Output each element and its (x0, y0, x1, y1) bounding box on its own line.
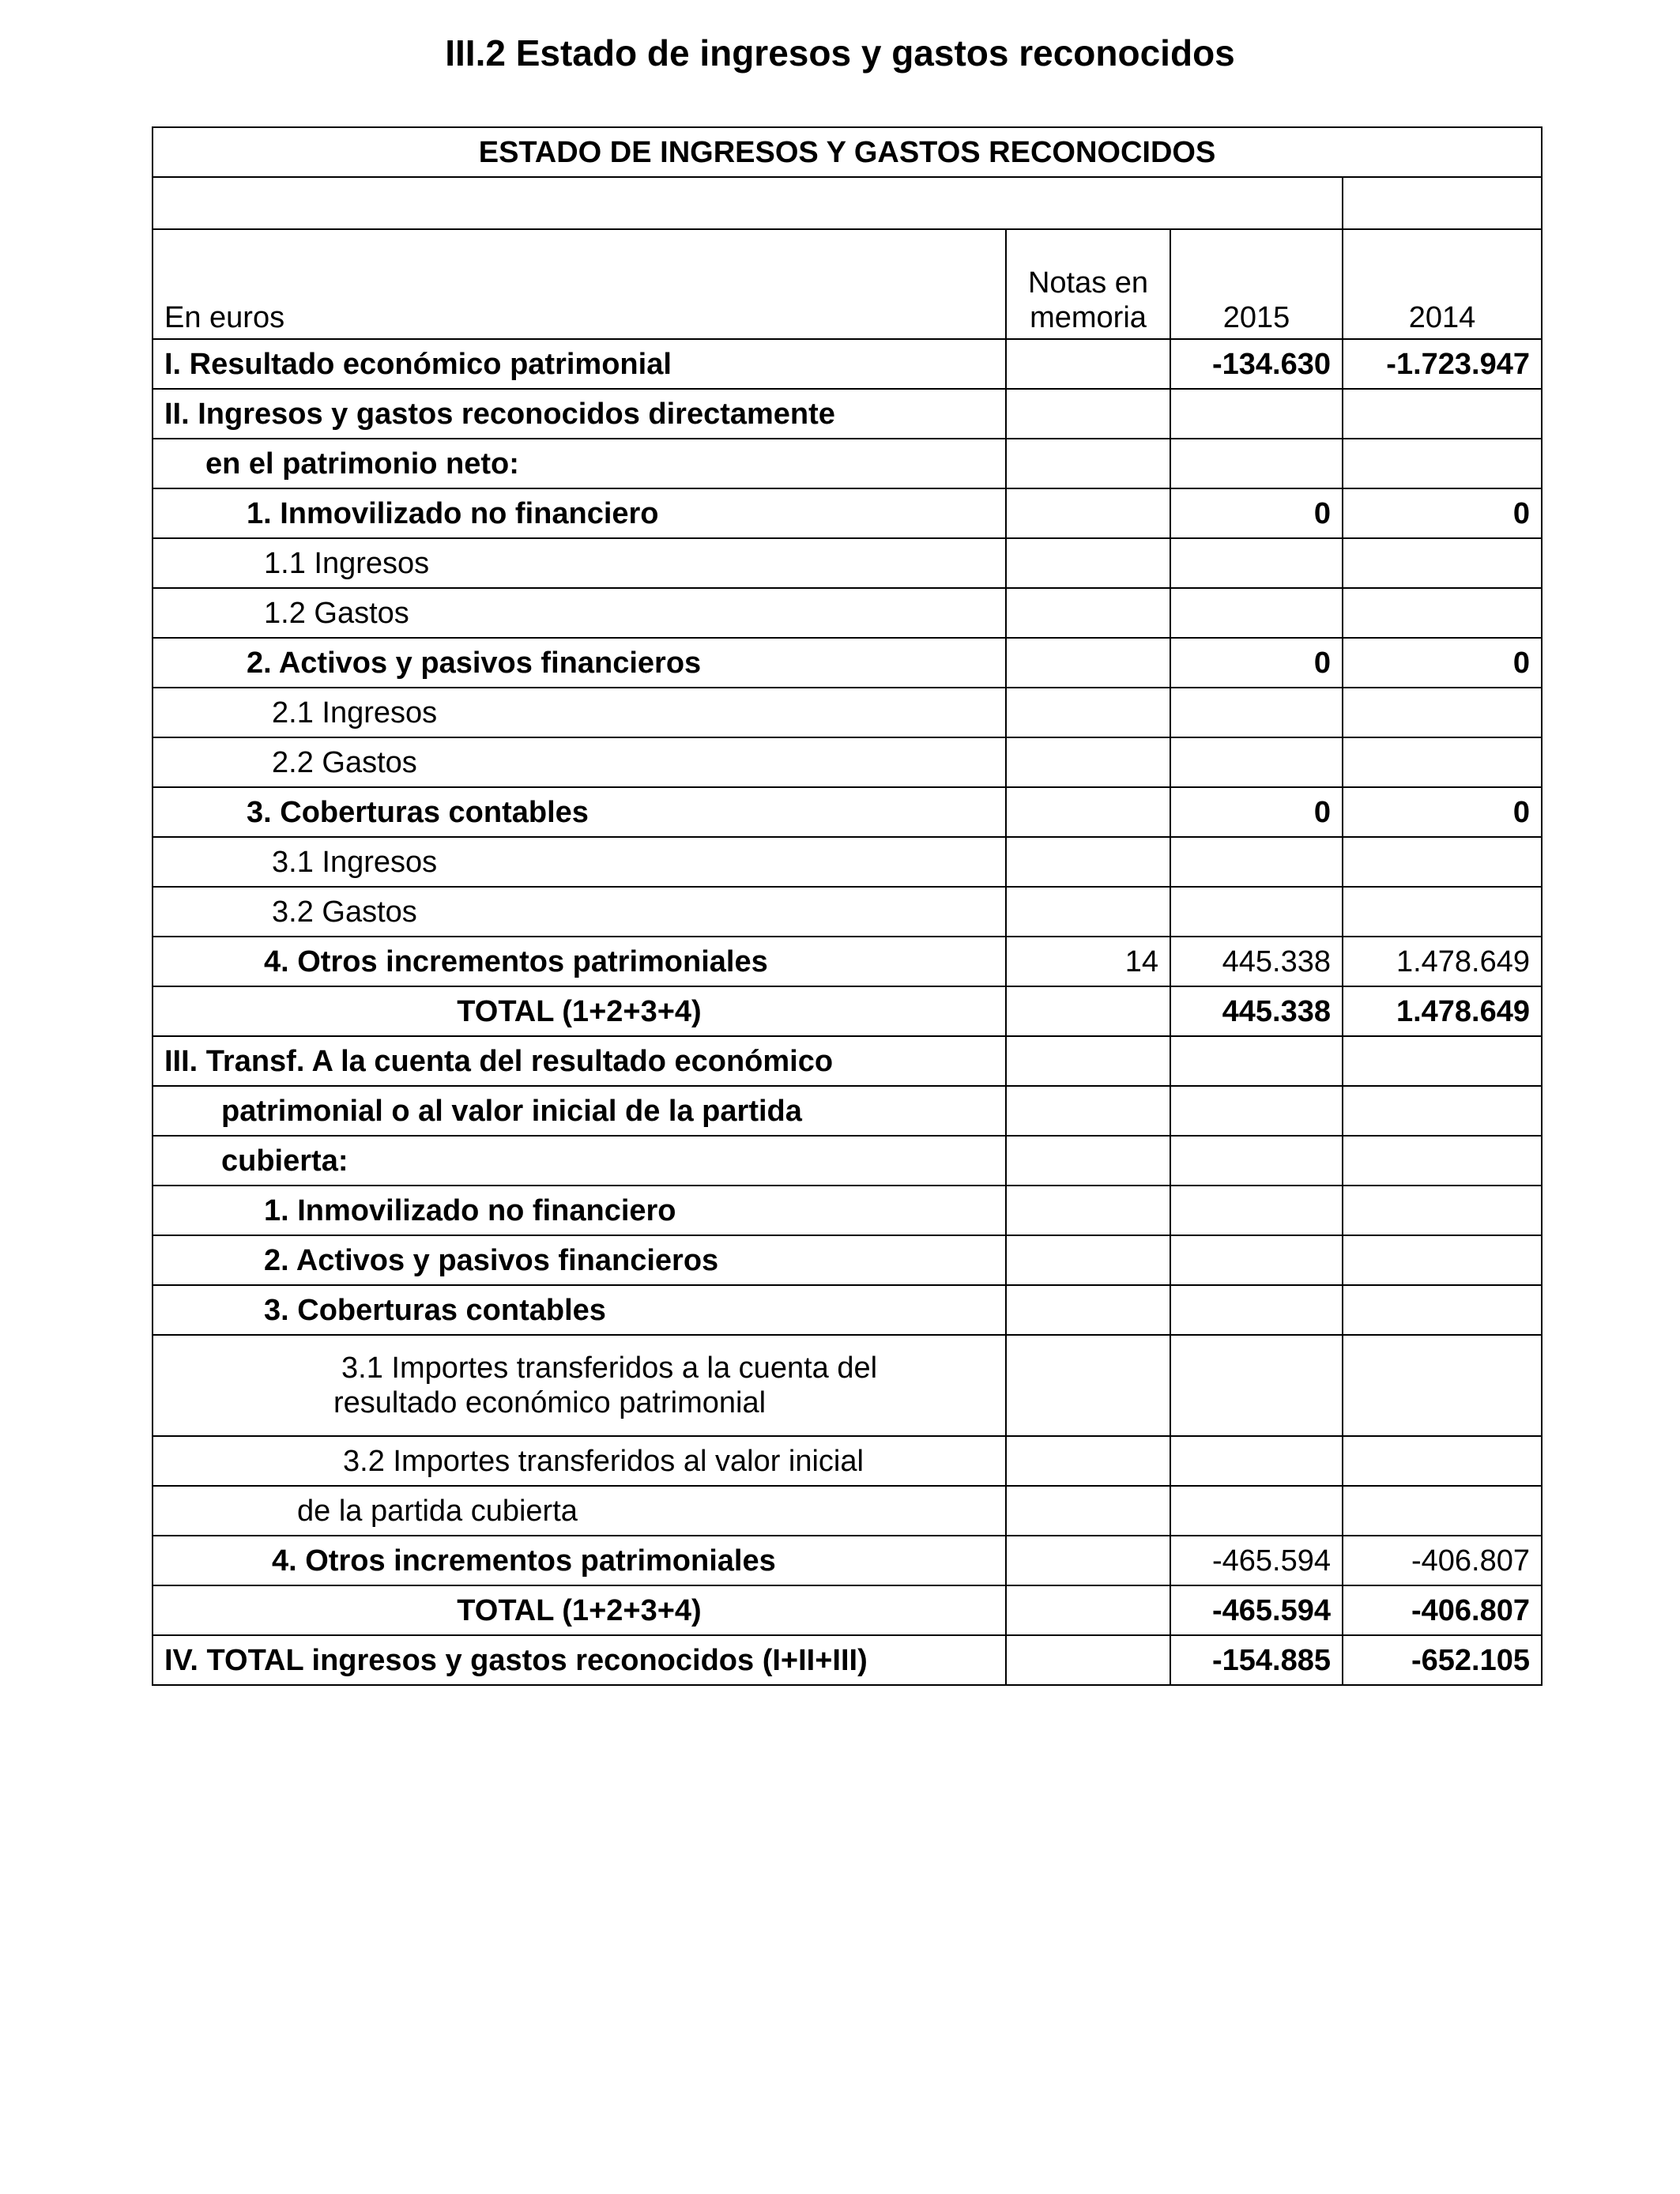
row-label: 1. Inmovilizado no financiero (153, 1186, 1006, 1235)
row-value-2014 (1343, 1285, 1542, 1335)
row-notes (1006, 1585, 1170, 1635)
row-label: 3. Coberturas contables (153, 787, 1006, 837)
header-year-2015: 2015 (1170, 229, 1343, 339)
row-notes (1006, 1536, 1170, 1585)
row-value-2014 (1343, 389, 1542, 439)
header-year-2014: 2014 (1343, 229, 1542, 339)
table-row (153, 688, 1542, 737)
row-value-2015 (1170, 1086, 1343, 1136)
table-row (153, 1585, 1542, 1635)
row-notes (1006, 439, 1170, 488)
row-value-2014 (1343, 588, 1542, 638)
row-value-2015 (1170, 887, 1343, 937)
row-value-2014: -652.105 (1343, 1635, 1542, 1685)
row-label: cubierta: (153, 1136, 1006, 1186)
row-notes (1006, 887, 1170, 937)
spacer-cell (1343, 177, 1542, 229)
row-value-2015: 0 (1170, 787, 1343, 837)
row-value-2015 (1170, 1186, 1343, 1235)
row-value-2015 (1170, 1335, 1343, 1436)
row-label-line2: resultado económico patrimonial (333, 1386, 767, 1419)
row-value-2014: 1.478.649 (1343, 937, 1542, 986)
row-value-2014 (1343, 1136, 1542, 1186)
row-value-2015 (1170, 1235, 1343, 1285)
row-label: 2. Activos y pasivos financieros (153, 638, 1006, 688)
table-row (153, 1436, 1542, 1486)
statement-table (152, 126, 1543, 1686)
row-label: 1.2 Gastos (153, 588, 1006, 638)
row-notes (1006, 1285, 1170, 1335)
row-notes (1006, 588, 1170, 638)
table-banner: ESTADO DE INGRESOS Y GASTOS RECONOCIDOS (153, 127, 1542, 177)
row-label: 3. Coberturas contables (153, 1285, 1006, 1335)
row-notes (1006, 837, 1170, 887)
table-row (153, 1486, 1542, 1536)
row-label: 2.2 Gastos (153, 737, 1006, 787)
row-notes (1006, 638, 1170, 688)
banner-row (153, 127, 1542, 177)
table-row (153, 1335, 1542, 1436)
row-notes (1006, 339, 1170, 389)
row-label: IV. TOTAL ingresos y gastos reconocidos (I+II+III) (153, 1635, 1006, 1685)
row-value-2014 (1343, 1436, 1542, 1486)
page-title: III.2 Estado de ingresos y gastos reconocidos (445, 32, 1235, 74)
row-notes (1006, 986, 1170, 1036)
row-value-2015: 0 (1170, 638, 1343, 688)
row-notes (1006, 1635, 1170, 1685)
row-notes (1006, 1235, 1170, 1285)
row-value-2014 (1343, 538, 1542, 588)
header-concept: En euros (153, 229, 1006, 339)
row-notes (1006, 1136, 1170, 1186)
row-notes (1006, 737, 1170, 787)
header-notes-line2: memoria (1030, 301, 1147, 334)
row-value-2015 (1170, 439, 1343, 488)
spacer-row (153, 177, 1542, 229)
table-row (153, 1235, 1542, 1285)
row-value-2014 (1343, 837, 1542, 887)
table-row (153, 1285, 1542, 1335)
row-label: TOTAL (1+2+3+4) (153, 986, 1006, 1036)
row-label: 4. Otros incrementos patrimoniales (153, 937, 1006, 986)
row-value-2015 (1170, 389, 1343, 439)
row-label: 1.1 Ingresos (153, 538, 1006, 588)
row-label: patrimonial o al valor inicial de la partida (153, 1086, 1006, 1136)
spacer-cell (153, 177, 1343, 229)
row-value-2014: 0 (1343, 488, 1542, 538)
row-value-2015: 445.338 (1170, 937, 1343, 986)
row-notes (1006, 787, 1170, 837)
row-value-2015 (1170, 737, 1343, 787)
row-value-2014 (1343, 688, 1542, 737)
table-row (153, 1536, 1542, 1585)
table-row (153, 887, 1542, 937)
row-value-2014 (1343, 887, 1542, 937)
row-value-2014: -1.723.947 (1343, 339, 1542, 389)
table-row (153, 837, 1542, 887)
row-label: TOTAL (1+2+3+4) (153, 1585, 1006, 1635)
row-label (153, 1335, 1006, 1436)
table-row (153, 588, 1542, 638)
table-row (153, 638, 1542, 688)
row-value-2015: -465.594 (1170, 1536, 1343, 1585)
row-value-2015: -134.630 (1170, 339, 1343, 389)
header-row (153, 229, 1542, 339)
row-value-2015: 445.338 (1170, 986, 1343, 1036)
row-label: 3.1 Ingresos (153, 837, 1006, 887)
row-notes (1006, 1086, 1170, 1136)
table-row (153, 787, 1542, 837)
row-notes (1006, 1436, 1170, 1486)
row-notes (1006, 688, 1170, 737)
row-label: II. Ingresos y gastos reconocidos directamente (153, 389, 1006, 439)
row-value-2015 (1170, 688, 1343, 737)
row-value-2014 (1343, 1486, 1542, 1536)
row-notes (1006, 1186, 1170, 1235)
row-value-2014 (1343, 1186, 1542, 1235)
table-row (153, 488, 1542, 538)
row-label: 4. Otros incrementos patrimoniales (153, 1536, 1006, 1585)
row-value-2015: 0 (1170, 488, 1343, 538)
row-value-2014: 0 (1343, 787, 1542, 837)
row-notes (1006, 1036, 1170, 1086)
row-notes (1006, 488, 1170, 538)
table-row (153, 389, 1542, 439)
table-row (153, 937, 1542, 986)
row-label: 3.2 Gastos (153, 887, 1006, 937)
row-label: 3.2 Importes transferidos al valor inicial (153, 1436, 1006, 1486)
row-value-2014 (1343, 1036, 1542, 1086)
row-value-2015 (1170, 1285, 1343, 1335)
table-row (153, 1036, 1542, 1086)
table-row (153, 737, 1542, 787)
table-row (153, 1635, 1542, 1685)
row-label: III. Transf. A la cuenta del resultado económico (153, 1036, 1006, 1086)
row-value-2014: 0 (1343, 638, 1542, 688)
row-value-2015 (1170, 1136, 1343, 1186)
row-value-2014: 1.478.649 (1343, 986, 1542, 1036)
row-label: de la partida cubierta (153, 1486, 1006, 1536)
row-value-2015 (1170, 1436, 1343, 1486)
table-row (153, 986, 1542, 1036)
row-value-2015: -154.885 (1170, 1635, 1343, 1685)
table-row (153, 339, 1542, 389)
row-value-2015: -465.594 (1170, 1585, 1343, 1635)
table-row (153, 538, 1542, 588)
row-value-2015 (1170, 837, 1343, 887)
row-notes (1006, 389, 1170, 439)
row-notes (1006, 538, 1170, 588)
table-row (153, 1086, 1542, 1136)
row-value-2014 (1343, 1235, 1542, 1285)
row-label-line1: 3.1 Importes transferidos a la cuenta del (341, 1351, 878, 1385)
header-notes (1006, 229, 1170, 339)
row-value-2014 (1343, 439, 1542, 488)
table-row (153, 1186, 1542, 1235)
row-label: 1. Inmovilizado no financiero (153, 488, 1006, 538)
row-value-2014 (1343, 1335, 1542, 1436)
row-value-2015 (1170, 1486, 1343, 1536)
row-notes: 14 (1006, 937, 1170, 986)
table-row (153, 1136, 1542, 1186)
row-value-2015 (1170, 538, 1343, 588)
row-label: 2.1 Ingresos (153, 688, 1006, 737)
row-value-2014 (1343, 737, 1542, 787)
row-notes (1006, 1335, 1170, 1436)
row-label: I. Resultado económico patrimonial (153, 339, 1006, 389)
row-label: 2. Activos y pasivos financieros (153, 1235, 1006, 1285)
row-value-2015 (1170, 1036, 1343, 1086)
row-value-2014 (1343, 1086, 1542, 1136)
row-value-2015 (1170, 588, 1343, 638)
table-row (153, 439, 1542, 488)
row-value-2014: -406.807 (1343, 1536, 1542, 1585)
row-value-2014: -406.807 (1343, 1585, 1542, 1635)
header-notes-line1: Notas en (1027, 266, 1149, 300)
row-notes (1006, 1486, 1170, 1536)
row-label: en el patrimonio neto: (153, 439, 1006, 488)
